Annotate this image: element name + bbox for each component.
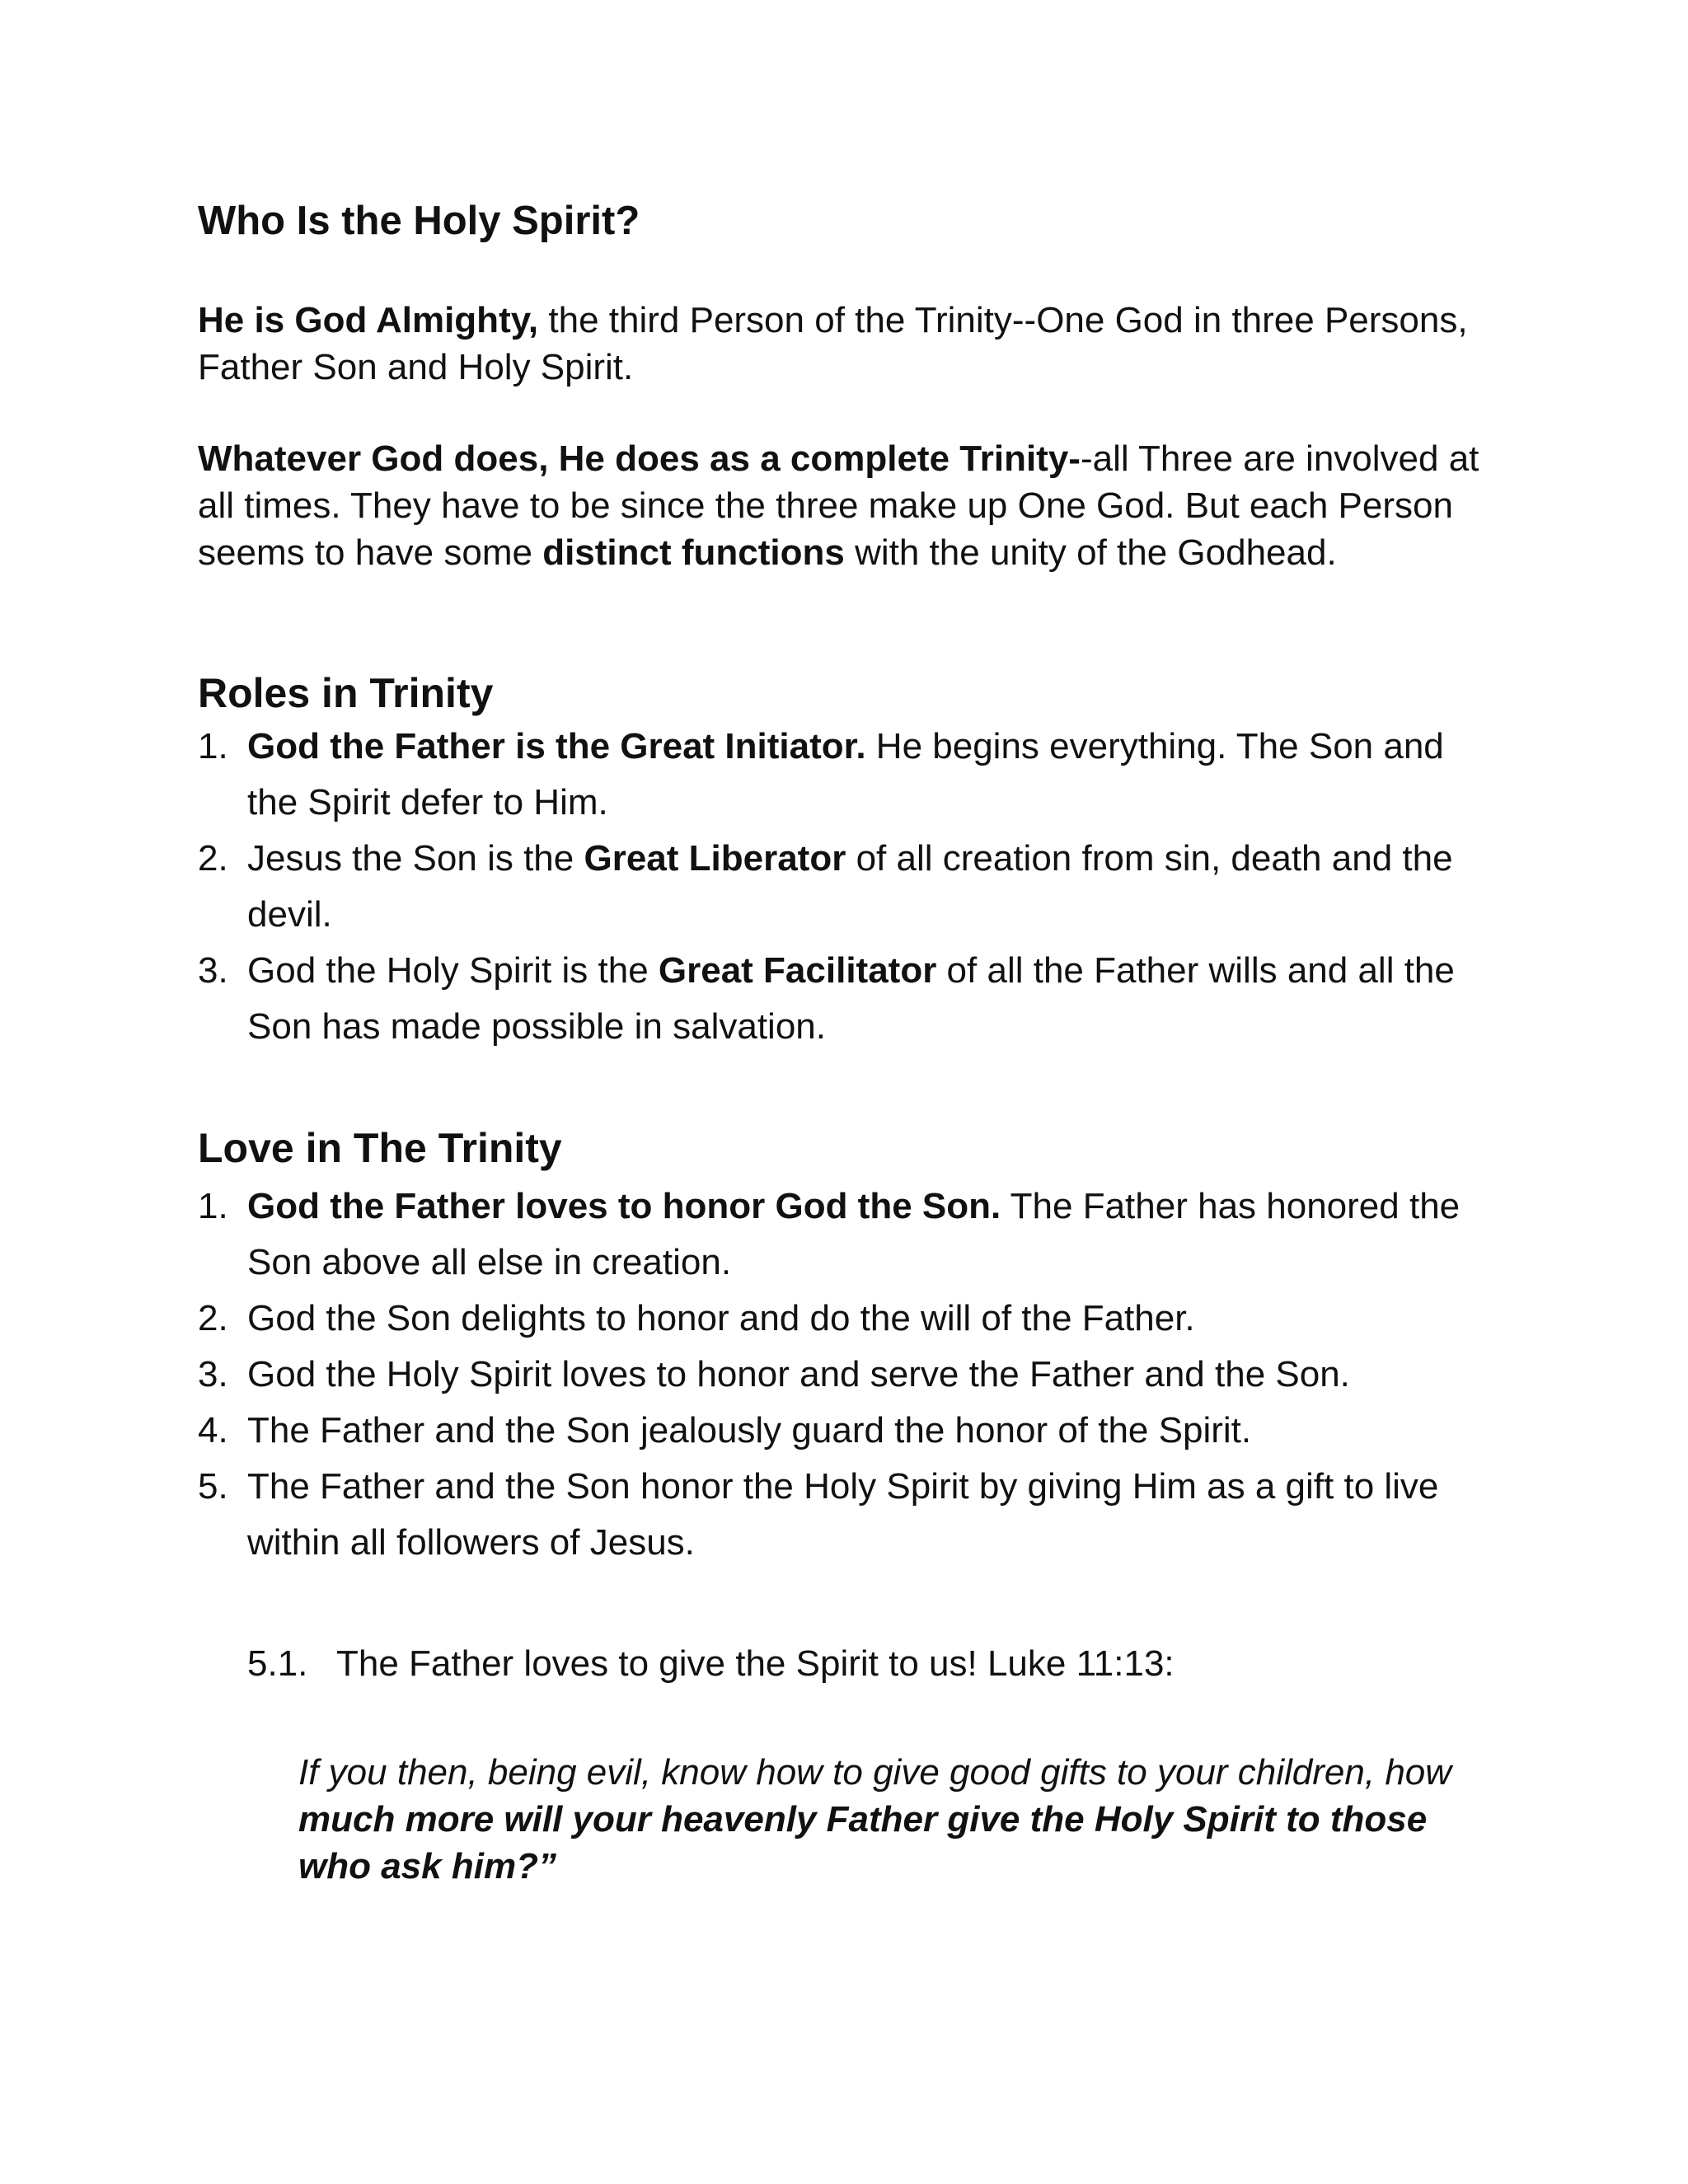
list-number: 2.	[198, 1298, 228, 1338]
quote-bold: much more will your heavenly Father give the Holy Spirit to those who ask him?”	[298, 1799, 1428, 1886]
list-number: 1.	[198, 1186, 228, 1226]
list-item	[198, 1179, 1500, 1291]
intro-paragraph-2	[198, 435, 1500, 576]
sub-list-item	[247, 1640, 1484, 1687]
list-item	[198, 831, 1500, 943]
love-list	[198, 1179, 1500, 1571]
list-item	[198, 943, 1500, 1055]
quote-plain: If you then, being evil, know how to give good gifts to your children, how	[298, 1752, 1452, 1793]
list-number: 3.	[198, 950, 228, 991]
list-item-pre: God the Holy Spirit is the	[247, 950, 659, 991]
list-item-post: The Father has honored the Son above all else in creation.	[247, 1186, 1461, 1282]
love-heading: Love in The Trinity	[198, 1125, 562, 1171]
intro-p1-text: the third Person of the Trinity--One God in three Persons, Father Son and Holy Spirit.	[198, 300, 1468, 387]
list-number: 2.	[198, 838, 228, 879]
intro-p2-bold-2: distinct functions	[542, 532, 845, 573]
list-number: 5.	[198, 1466, 228, 1507]
intro-p1-bold: He is God Almighty,	[198, 300, 539, 340]
list-item-bold: God the Father loves to honor God the Son.	[247, 1186, 1001, 1226]
roles-list	[198, 719, 1500, 1055]
list-item-pre: Jesus the Son is the	[247, 838, 584, 879]
list-item	[198, 1347, 1500, 1403]
list-item-pre: God the Holy Spirit loves to honor and serve the Father and the Son.	[247, 1354, 1350, 1394]
sub-list-text: The Father loves to give the Spirit to us! Luke 11:13:	[336, 1643, 1175, 1684]
scripture-quote	[298, 1749, 1485, 1890]
list-item	[198, 1291, 1500, 1347]
list-item	[198, 719, 1500, 831]
list-item-bold: God the Father is the Great Initiator.	[247, 726, 866, 766]
list-number: 3.	[198, 1354, 228, 1394]
intro-paragraph-1	[198, 297, 1500, 391]
page-title: Who Is the Holy Spirit?	[198, 199, 640, 243]
list-number: 1.	[198, 726, 228, 766]
intro-p2-bold: Whatever God does, He does as a complete Trinity-	[198, 438, 1081, 479]
list-item-post: of all creation from sin, death and the devil.	[247, 838, 1453, 935]
intro-p2-text: -all Three are involved at all times. They have to be since the three make up One God. But each Person seems to have some	[198, 438, 1479, 573]
list-item-post: of all the Father wills and all the Son has made possible in salvation.	[247, 950, 1455, 1047]
list-item	[198, 1403, 1500, 1459]
list-item-pre: The Father and the Son jealously guard the honor of the Spirit.	[247, 1410, 1252, 1451]
roles-heading: Roles in Trinity	[198, 670, 494, 716]
intro-p2-end: with the unity of the Godhead.	[844, 532, 1337, 573]
list-item-pre: The Father and the Son honor the Holy Spirit by giving Him as a gift to live within all followers of Jesus.	[247, 1466, 1439, 1563]
list-item-pre: God the Son delights to honor and do the will of the Father.	[247, 1298, 1195, 1338]
sub-list-number: 5.1.	[247, 1643, 308, 1684]
list-item-bold: Great Facilitator	[658, 950, 937, 991]
list-number: 4.	[198, 1410, 228, 1451]
list-item	[198, 1459, 1500, 1571]
list-item-bold: Great Liberator	[584, 838, 846, 879]
list-item-post: He begins everything. The Son and the Spirit defer to Him.	[247, 726, 1444, 823]
